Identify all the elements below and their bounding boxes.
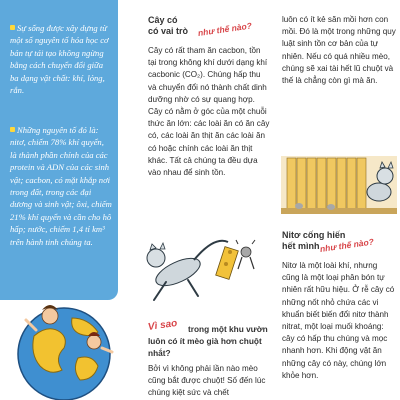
predator-rule-body: luôn có ít kẻ săn mồi hơn con mồi. Đó là một trong những quy luật sinh tồn cơ bản của tự nhiên. Nếu có quá nhiều mèo, chúng sẽ xai tài hết lũ chuột và thế là chẳng còn gì mà ăn. (282, 15, 396, 86)
fact-paragraph-1: Sự sống được xây dựng từ một số nguyên tố hóa học cơ bản tự tái tạo không ngừng bằng cách chuyển đổi giữa ba dạng vật chất: khí, lỏng, rắn. (10, 23, 109, 96)
blue-fact-panel (0, 0, 118, 300)
section2-body: Bởi vì không phải lần nào mèo cũng bắt được chuột! Số đến lúc chúng kiệt sức và chết (148, 364, 266, 398)
section3-title-line1: Nitơ cống hiến (282, 230, 346, 240)
middle-column (134, 0, 269, 400)
section1-title-line2: có vai trò (148, 26, 189, 36)
section1-tag: như thế nào? (197, 20, 253, 38)
bullet-icon (10, 127, 15, 132)
section3-tag: như thế nào? (319, 236, 375, 254)
section2-title: trong một khu vườn luôn có ít mèo già hơn chuột nhắt? (148, 324, 268, 358)
section3-body: Nitơ là một loài khí, nhưng cũng là một loại phân bón tự nhiên rất hữu hiệu. Ở rễ cây có những nốt nhỏ chứa các vi khuẩn biết biến đổi nitơ thành nitrat, một loại muối khoáng: cây có hấp thu chúng và mọc nhanh hơn. Khi động vật ăn những cây có này, chúng lớn khỏe hơn. (282, 261, 395, 380)
bullet-icon (10, 25, 15, 30)
cat-chasing-mouse-illustration (134, 222, 269, 310)
fact-paragraph-2: Những nguyên tố đó là: nitơ, chiếm 78% khí quyển, là thành phần chính của các protein và ADN của các sinh vật; cacbon, có mặt khắp nơi trong đất, trong các đại dương và sinh vật; ôxi, chiếm 21% khí quyển và cần cho hô hấp; nước, chiếm 1,4 tỉ km³ trên hành tinh chúng ta. (10, 125, 112, 247)
section2-tag: Vì sao (147, 317, 178, 333)
cat-at-fence-illustration (281, 152, 399, 216)
section1-body: Cây có rất tham ăn cacbon, tồn tại trong không khí dưới dạng khí cacbonic (CO₂). Chúng hấp thu và chuyển đổi nó thành chất dinh dưỡng nhờ có sự quang hợp. Cây có nằm ở góc của một chuỗi thức ăn lớn: các loài ăn có ăn cây có, các loài ăn thịt ăn các loài ăn có hoặc chính các loài ăn thịt khác. Tất cả chúng ta đều dựa vào nhau để sinh tồn. (148, 46, 270, 178)
left-sidebar (0, 0, 122, 400)
right-column (279, 0, 400, 400)
globe-illustration (6, 296, 118, 400)
section3-title-line2: hết mình (282, 241, 320, 251)
section1-title-line1: Cây có (148, 15, 178, 25)
